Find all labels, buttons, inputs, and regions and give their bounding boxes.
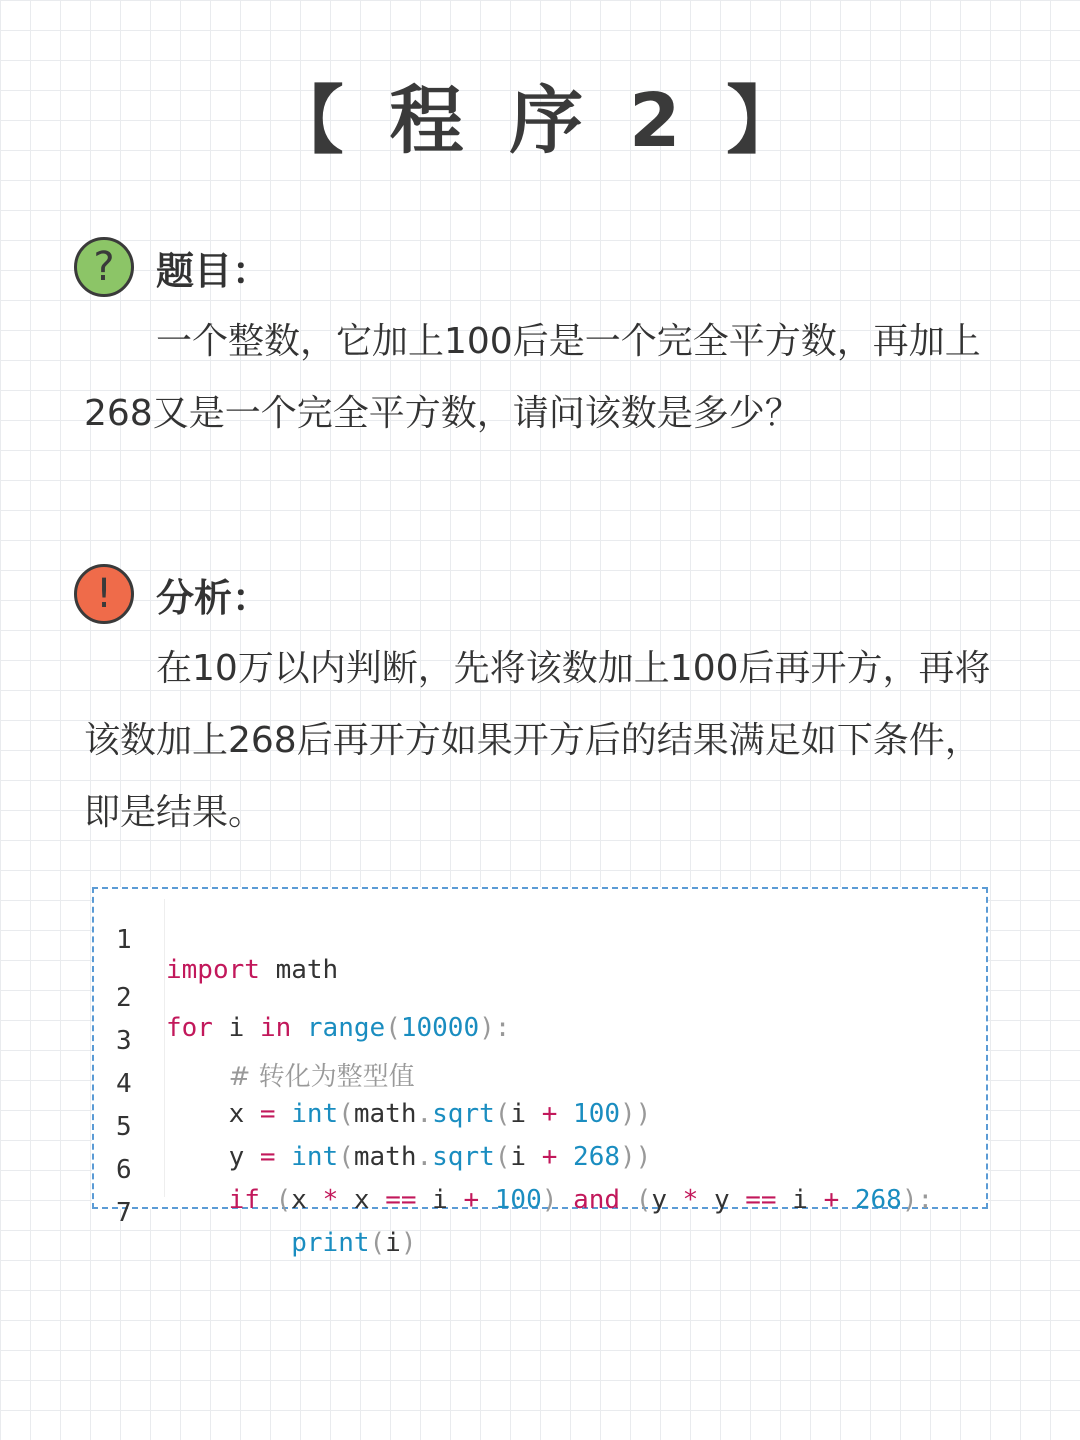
code-line: [94, 895, 986, 985]
code-line: [94, 1168, 986, 1258]
code-block: [92, 887, 988, 1258]
line-number: 7: [116, 1198, 132, 1228]
code-text: x = int(math.sqrt(i + 100)): [166, 1099, 652, 1129]
analysis-label: 分析：: [156, 575, 271, 620]
code-text: for i in range(10000):: [166, 1013, 511, 1043]
exclamation-icon: !: [74, 564, 134, 624]
code-text: y = int(math.sqrt(i + 268)): [166, 1142, 652, 1172]
code-text: print(i): [291, 1228, 417, 1258]
code-text: if (x * x == i + 100) and (y * y == i + 268):: [228, 1185, 934, 1215]
code-line: [94, 1082, 986, 1172]
line-number: 1: [116, 925, 132, 955]
page-title: 【 程 序 2 】: [269, 78, 811, 164]
line-number: 6: [116, 1155, 132, 1185]
analysis-text: 在10万以内判断，先将该数加上100后再开方，再将该数加上268后再开方如果开方后的结果满足如下条件，即是结果。: [84, 648, 991, 833]
code-line: [94, 1039, 986, 1129]
question-header: [74, 237, 270, 297]
line-number: 2: [116, 983, 132, 1013]
code-line: [94, 996, 986, 1092]
code-text: import math: [166, 955, 339, 985]
question-icon: ?: [74, 237, 134, 297]
question-label: 题目：: [156, 248, 271, 293]
code-line: [94, 953, 986, 1043]
analysis-header: [74, 564, 270, 624]
code-text: # 转化为整型值: [228, 1062, 415, 1092]
line-number: 3: [116, 1026, 132, 1056]
line-number: 4: [116, 1069, 132, 1099]
code-line: [94, 1125, 986, 1215]
line-number: 5: [116, 1112, 132, 1142]
question-text: 一个整数，它加上100后是一个完全平方数，再加上268又是一个完全平方数，请问该数是多少？: [84, 321, 981, 434]
